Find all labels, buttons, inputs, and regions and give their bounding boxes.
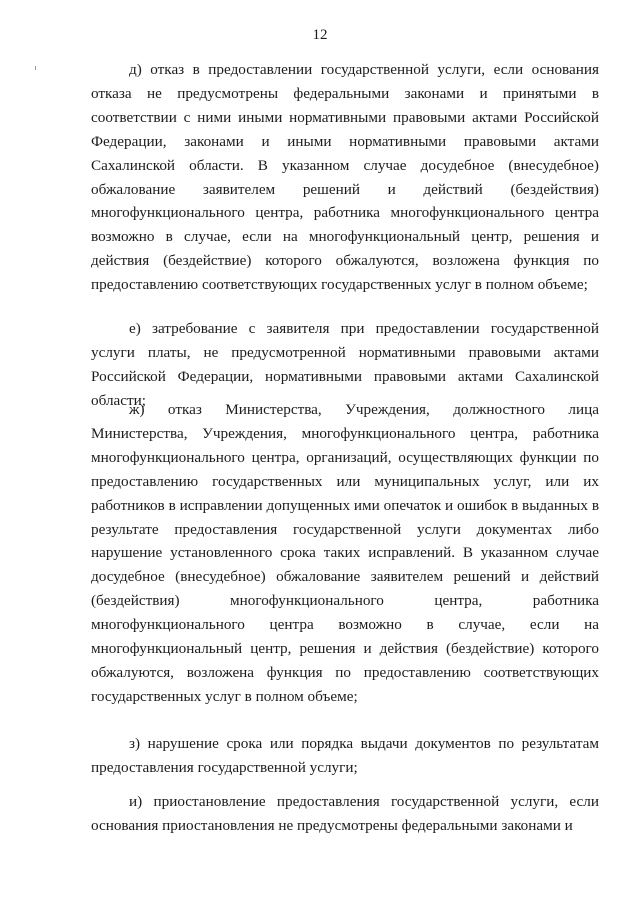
paragraph-z: з) нарушение срока или порядка выдачи документов по результатам предоставления государственной услуги; <box>91 735 599 776</box>
page-number: 12 <box>312 27 328 43</box>
scan-mark <box>35 66 36 70</box>
paragraph-d: д) отказ в предоставлении государственной услуги, если основания отказа не предусмотрены федеральными законами и принятыми в соответствии с ними иными нормативными правовыми актами Российской Федерации, законами и иными нормативными правовыми актами Сахалинской области. В указанном случае досудебное (внесудебное) обжалование заявителем решений и действий (бездействия) многофункционального центра, работника многофункционального центра возможно в случае, если на многофункциональный центр, решения и действия (бездействие) которого обжалуются, возложена функция по предоставлению соответствующих государственных услуг в полном объеме; <box>91 61 599 294</box>
paragraph-i: и) приостановление предоставления государственной услуги, если основания приостановления не предусмотрены федеральными законами и <box>91 793 599 834</box>
paragraph-zh: ж) отказ Министерства, Учреждения, должностного лица Министерства, Учреждения, многофункционального центра, работника многофункционального центра, организаций, осуществляющих функции по предоставлению государственных или муниципальных услуг, или их работников в исправлении допущенных ими опечаток и ошибок в выданных в результате предоставления государственной услуги документах либо нарушение установленного срока таких исправлений. В указанном случае досудебное (внесудебное) обжалование заявителем решений и действий (бездействия) многофункционального центра, работника многофункционального центра возможно в случае, если на многофункциональный центр, решения и действия (бездействие) которого обжалуются, возложена функция по предоставлению соответствующих государственных услуг в полном объеме; <box>91 401 599 705</box>
paragraph-e: е) затребование с заявителя при предоставлении государственной услуги платы, не предусмотренной нормативными правовыми актами Российской Федерации, нормативными правовыми актами Сахалинской области; <box>91 320 599 409</box>
